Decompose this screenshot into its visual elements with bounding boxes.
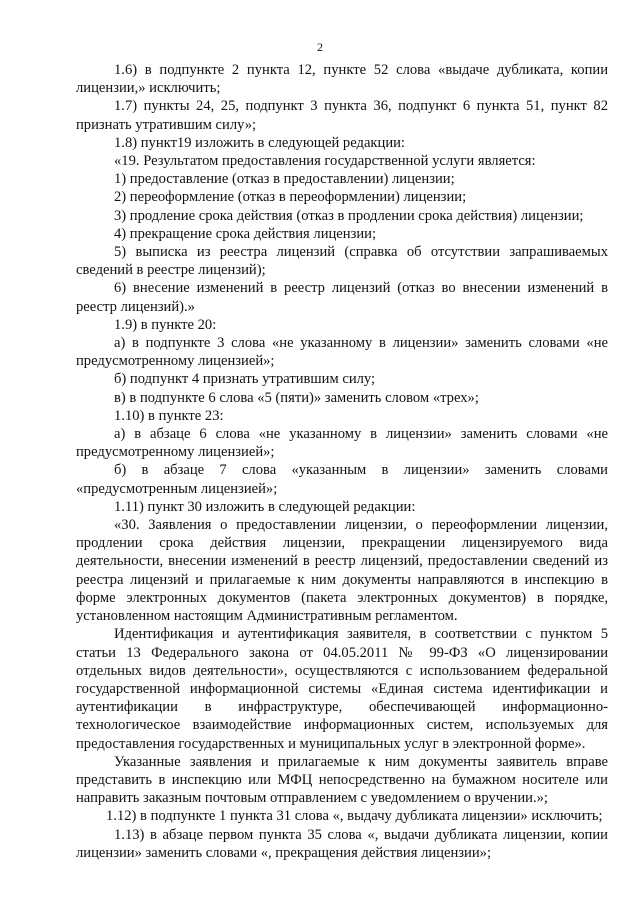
paragraph: 1.8) пункт19 изложить в следующей редакции: xyxy=(114,134,405,151)
paragraph: 1) предоставление (отказ в предоставлении) лицензии; xyxy=(114,171,455,188)
paragraph: 3) продление срока действия (отказ в продлении срока действия) лицензии; xyxy=(114,207,584,224)
paragraph: 1.6) в подпункте 2 пункта 12, пункте 52 слова «выдаче дубликата, копии лицензии,» исключить; xyxy=(76,62,608,97)
paragraph: 2) переоформление (отказ в переоформлении) лицензии; xyxy=(114,189,467,206)
paragraph: 4) прекращение срока действия лицензии; xyxy=(114,225,377,242)
paragraph: 1.7) пункты 24, 25, подпункт 3 пункта 36, подпункт 6 пункта 51, пункт 82 признать утратившим силу»; xyxy=(76,98,608,133)
paragraph: 6) внесение изменений в реестр лицензий (отказ во внесении изменений в реестр лицензий).» xyxy=(76,280,608,315)
paragraph: «30. Заявления о предоставлении лицензии, о переоформлении лицензии, продлении срока действия лицензии, прекращении лицензируемого вида деятельности, внесении изменений в реестр лицензий, предоставлении сведений из реестра лицензий и прилагаемые к ним документы направляются в инспекцию в форме электронных документов (пакета электронных документов) в порядке, установленном настоящим Административным регламентом. xyxy=(76,517,608,625)
page-number: 2 xyxy=(317,40,323,54)
paragraph: в) в подпункте 6 слова «5 (пяти)» заменить словом «трех»; xyxy=(114,389,479,406)
paragraph: а) в абзаце 6 слова «не указанному в лицензии» заменить словами «не предусмотренному лицензией»; xyxy=(76,426,608,461)
paragraph: б) подпункт 4 признать утратившим силу; xyxy=(114,371,376,388)
paragraph: б) в абзаце 7 слова «указанным в лицензии» заменить словами «предусмотренным лицензией»; xyxy=(76,462,608,497)
paragraph: а) в подпункте 3 слова «не указанному в лицензии» заменить словами «не предусмотренному лицензией»; xyxy=(76,335,608,370)
paragraph: 1.12) в подпункте 1 пункта 31 слова «, выдачу дубликата лицензии» исключить; xyxy=(106,808,603,825)
paragraph: 1.11) пункт 30 изложить в следующей редакции: xyxy=(114,498,416,515)
paragraph: 1.9) в пункте 20: xyxy=(114,316,217,333)
paragraph: Указанные заявления и прилагаемые к ним документы заявитель вправе представить в инспекцию или МФЦ непосредственно на бумажном носителе или направить заказным почтовым отправлением с уведомлением о вручении.»; xyxy=(76,753,608,807)
document-body xyxy=(76,61,608,862)
paragraph: 1.13) в абзаце первом пункта 35 слова «, выдачи дубликата лицензии, копии лицензии» заменить словами «, прекращения действия лицензии»; xyxy=(76,826,608,861)
paragraph: 5) выписка из реестра лицензий (справка об отсутствии запрашиваемых сведений в реестре лицензий); xyxy=(76,244,608,279)
paragraph: Идентификация и аутентификация заявителя, в соответствии с пунктом 5 статьи 13 Федерального закона от 04.05.2011 № 99-ФЗ «О лицензировании отдельных видов деятельности», осуществляются с использованием федеральной государственной информационной системы «Единая система идентификации и аутентификации в инфраструктуре, обеспечивающей информационно-технологическое взаимодействие информационных систем, используемых для предоставления государственных и муниципальных услуг в электронной форме». xyxy=(76,626,608,752)
paragraph: «19. Результатом предоставления государственной услуги является: xyxy=(114,153,536,170)
paragraph: 1.10) в пункте 23: xyxy=(114,407,224,424)
